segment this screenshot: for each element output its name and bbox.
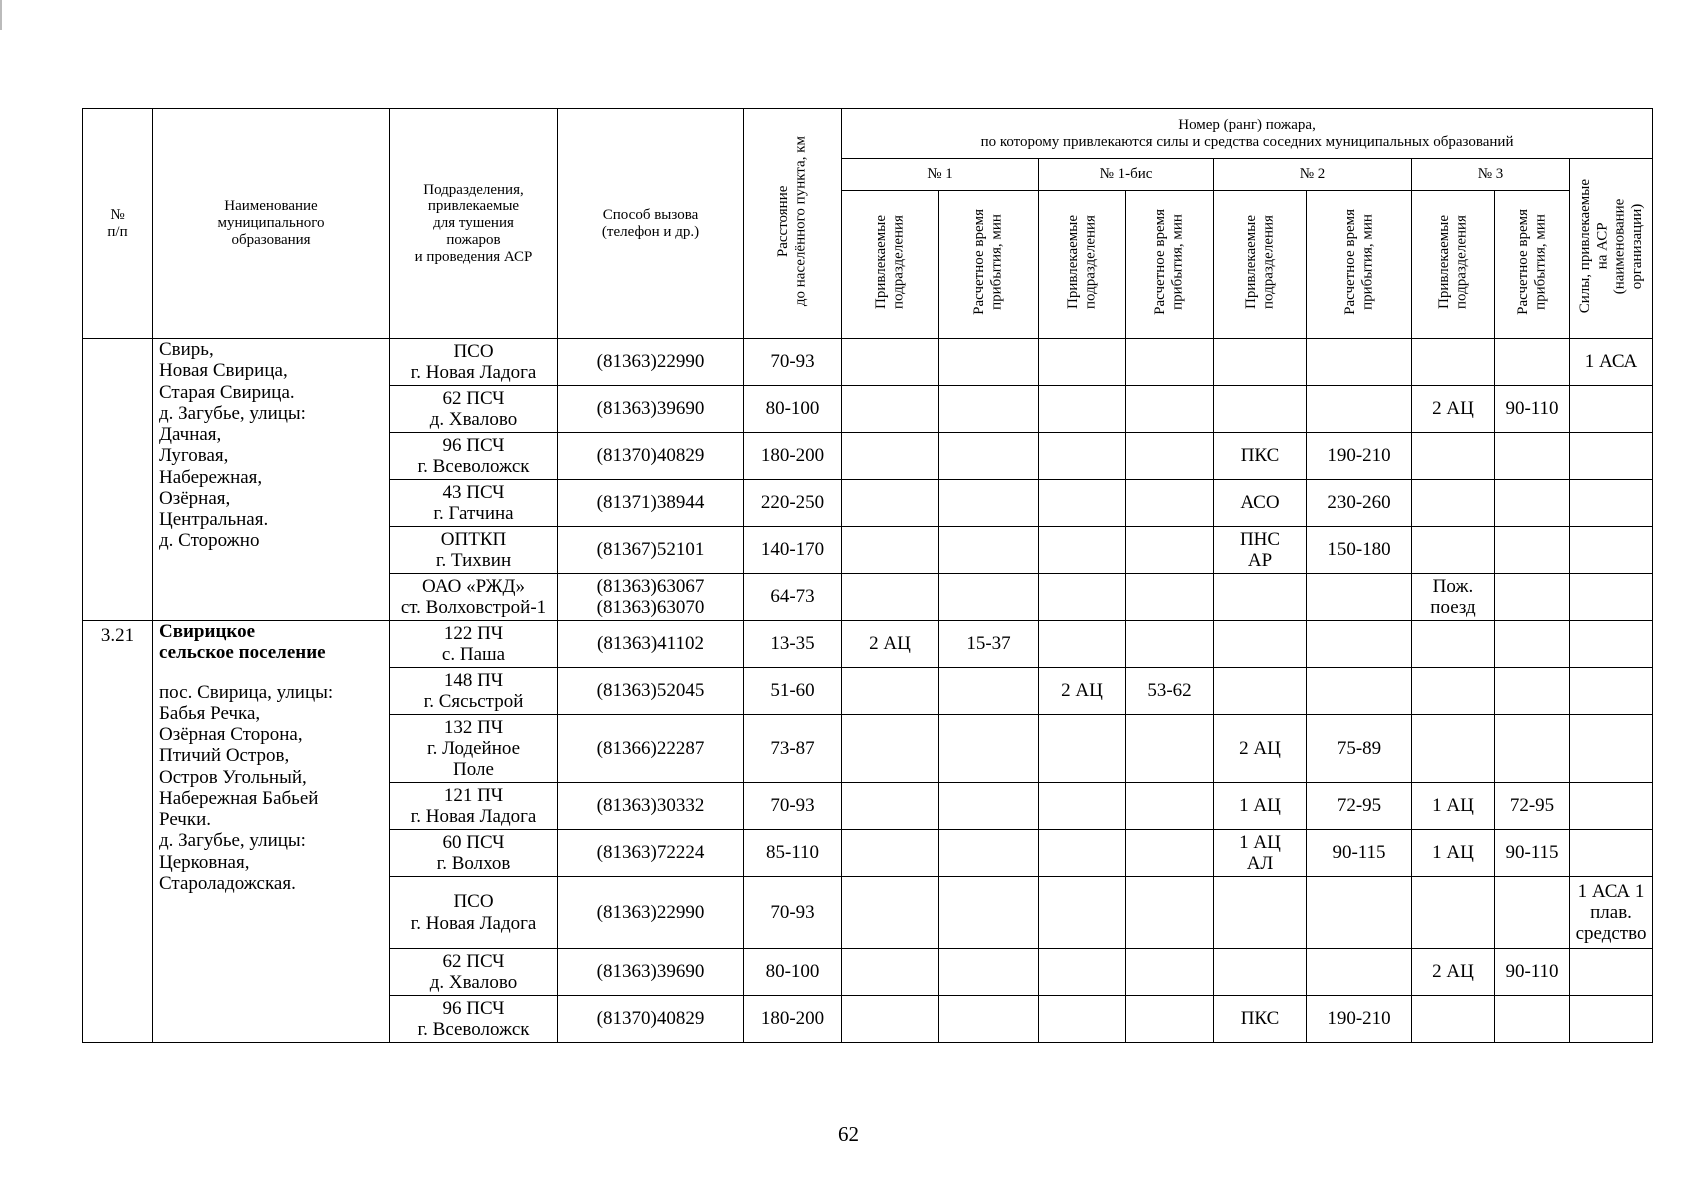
header-r1-time-text: Расчетное время прибытия, мин: [971, 209, 1005, 316]
rank3-units-cell: [1412, 621, 1495, 668]
rank1bis-time-cell: [1126, 480, 1214, 527]
phone-cell: (81363)52045: [558, 668, 744, 715]
rank3-units-cell: 2 АЦ: [1412, 386, 1495, 433]
rank1-time-cell: [939, 996, 1039, 1043]
rank3-units-cell: [1412, 877, 1495, 949]
rank3-units-cell: [1412, 668, 1495, 715]
unit-cell: 96 ПСЧ г. Всеволожск: [390, 433, 558, 480]
rank2-units-cell: [1214, 574, 1307, 621]
rank1bis-time-cell: [1126, 574, 1214, 621]
distance-cell: 80-100: [744, 386, 842, 433]
header-asr: [1570, 159, 1653, 339]
rank2-units-cell: 1 АЦ АЛ: [1214, 830, 1307, 877]
header-municipality: Наименование муниципального образования: [153, 109, 390, 339]
rank3-time-cell: [1495, 574, 1570, 621]
distance-cell: 13-35: [744, 621, 842, 668]
rank3-time-cell: [1495, 996, 1570, 1043]
table-row: [83, 339, 1653, 386]
table-row: [83, 621, 1653, 668]
unit-cell: 62 ПСЧ д. Хвалово: [390, 386, 558, 433]
rank1-time-cell: [939, 527, 1039, 574]
rank3-units-cell: 1 АЦ: [1412, 783, 1495, 830]
rank1bis-units-cell: [1039, 783, 1126, 830]
rank2-time-cell: [1307, 877, 1412, 949]
unit-cell: ПСО г. Новая Ладога: [390, 877, 558, 949]
distance-cell: 70-93: [744, 339, 842, 386]
page-number: 62: [838, 1122, 859, 1146]
rank2-units-cell: [1214, 386, 1307, 433]
unit-cell: ОПТКП г. Тихвин: [390, 527, 558, 574]
rank3-time-cell: [1495, 877, 1570, 949]
rank1-units-cell: [842, 830, 939, 877]
header-r2-time: [1307, 191, 1412, 339]
rank1bis-units-cell: [1039, 877, 1126, 949]
phone-cell: (81363)41102: [558, 621, 744, 668]
rank1bis-units-cell: 2 АЦ: [1039, 668, 1126, 715]
unit-cell: 121 ПЧ г. Новая Ладога: [390, 783, 558, 830]
rank1-time-cell: [939, 715, 1039, 783]
header-distance: [744, 109, 842, 339]
table-body: [83, 339, 1653, 1043]
rank3-units-cell: [1412, 715, 1495, 783]
header-rank-3: № 3: [1412, 159, 1570, 191]
asr-cell: [1570, 668, 1653, 715]
asr-cell: [1570, 949, 1653, 996]
rank3-units-cell: [1412, 996, 1495, 1043]
rank1bis-units-cell: [1039, 433, 1126, 480]
distance-cell: 73-87: [744, 715, 842, 783]
rank1bis-units-cell: [1039, 996, 1126, 1043]
header-r3-time: [1495, 191, 1570, 339]
rank3-time-cell: [1495, 339, 1570, 386]
rank3-time-cell: [1495, 621, 1570, 668]
rank3-time-cell: [1495, 715, 1570, 783]
unit-cell: 62 ПСЧ д. Хвалово: [390, 949, 558, 996]
scan-edge-mark: [0, 0, 2, 30]
rank1bis-time-cell: [1126, 527, 1214, 574]
distance-cell: 51-60: [744, 668, 842, 715]
rank1bis-time-cell: [1126, 783, 1214, 830]
rank2-units-cell: [1214, 877, 1307, 949]
rank1bis-time-cell: [1126, 996, 1214, 1043]
rank1bis-units-cell: [1039, 949, 1126, 996]
rank3-time-cell: [1495, 527, 1570, 574]
table-header: [83, 109, 1653, 339]
asr-cell: 1 АСА: [1570, 339, 1653, 386]
distance-cell: 85-110: [744, 830, 842, 877]
rank3-time-cell: [1495, 480, 1570, 527]
rank2-time-cell: 150-180: [1307, 527, 1412, 574]
header-r1-units-text: Привлекаемые подразделения: [872, 215, 906, 310]
rank3-units-cell: [1412, 480, 1495, 527]
asr-cell: [1570, 621, 1653, 668]
rank3-time-cell: [1495, 668, 1570, 715]
distance-cell: 220-250: [744, 480, 842, 527]
phone-cell: (81371)38944: [558, 480, 744, 527]
header-r1b-units: [1039, 191, 1126, 339]
rank1bis-units-cell: [1039, 574, 1126, 621]
asr-cell: [1570, 783, 1653, 830]
header-r1-time: [939, 191, 1039, 339]
asr-cell: [1570, 480, 1653, 527]
unit-cell: 43 ПСЧ г. Гатчина: [390, 480, 558, 527]
phone-cell: (81363)22990: [558, 877, 744, 949]
rank3-units-cell: [1412, 339, 1495, 386]
unit-cell: 96 ПСЧ г. Всеволожск: [390, 996, 558, 1043]
rank1bis-time-cell: [1126, 877, 1214, 949]
rank1-time-cell: [939, 339, 1039, 386]
rank1bis-units-cell: [1039, 830, 1126, 877]
unit-cell: 148 ПЧ г. Сясьстрой: [390, 668, 558, 715]
rank3-units-cell: [1412, 433, 1495, 480]
header-rank-title: Номер (ранг) пожара, по которому привлекаются силы и средства соседних муниципальных образований: [842, 109, 1653, 159]
header-r3-units: [1412, 191, 1495, 339]
municipality-cell: [153, 621, 390, 1043]
header-r2-units: [1214, 191, 1307, 339]
unit-cell: 60 ПСЧ г. Волхов: [390, 830, 558, 877]
header-asr-text: Силы, привлекаемые на АСР (наименование организации): [1576, 178, 1645, 314]
rank1-units-cell: [842, 783, 939, 830]
rank2-units-cell: [1214, 621, 1307, 668]
rank3-units-cell: [1412, 527, 1495, 574]
header-units: Подразделения, привлекаемые для тушения пожаров и проведения АСР: [390, 109, 558, 339]
rank1-units-cell: [842, 480, 939, 527]
rank2-time-cell: 190-210: [1307, 996, 1412, 1043]
phone-cell: (81363)72224: [558, 830, 744, 877]
rank2-time-cell: 75-89: [1307, 715, 1412, 783]
rank1bis-units-cell: [1039, 480, 1126, 527]
header-rank-1: № 1: [842, 159, 1039, 191]
rank1-time-cell: [939, 668, 1039, 715]
rank2-time-cell: [1307, 949, 1412, 996]
asr-cell: 1 АСА 1 плав. средство: [1570, 877, 1653, 949]
rank1bis-time-cell: [1126, 715, 1214, 783]
header-distance-text: Расстояние до населённого пункта, км: [775, 136, 809, 307]
municipality-cell: [153, 339, 390, 621]
rank1-units-cell: 2 АЦ: [842, 621, 939, 668]
header-r2-time-text: Расчетное время прибытия, мин: [1341, 209, 1375, 316]
rank2-units-cell: [1214, 668, 1307, 715]
header-r3-time-text: Расчетное время прибытия, мин: [1514, 209, 1548, 316]
rank2-units-cell: ПКС: [1214, 433, 1307, 480]
settlement-list: пос. Свирица, улицы: Бабья Речка, Озёрная Сторона, Птичий Остров, Остров Угольный, Набережная Бабьей Речки. д. Загубье, улицы: Церковная, Староладожская.: [159, 681, 334, 894]
rank1-units-cell: [842, 715, 939, 783]
rank3-time-cell: [1495, 433, 1570, 480]
rank1bis-time-cell: 53-62: [1126, 668, 1214, 715]
unit-cell: 122 ПЧ с. Паша: [390, 621, 558, 668]
phone-cell: (81366)22287: [558, 715, 744, 783]
rank2-time-cell: [1307, 621, 1412, 668]
rank2-time-cell: 190-210: [1307, 433, 1412, 480]
rank1-time-cell: [939, 830, 1039, 877]
header-r2-units-text: Привлекаемые подразделения: [1242, 215, 1276, 310]
header-rank-2: № 2: [1214, 159, 1412, 191]
row-number: [83, 339, 153, 621]
distance-cell: 80-100: [744, 949, 842, 996]
rank1bis-units-cell: [1039, 386, 1126, 433]
rank1-units-cell: [842, 877, 939, 949]
rank2-units-cell: 2 АЦ: [1214, 715, 1307, 783]
rank1-time-cell: [939, 574, 1039, 621]
rank1-time-cell: [939, 386, 1039, 433]
rank2-units-cell: ПНС АР: [1214, 527, 1307, 574]
rank2-time-cell: [1307, 386, 1412, 433]
phone-cell: (81363)39690: [558, 949, 744, 996]
rank2-units-cell: ПКС: [1214, 996, 1307, 1043]
rank1-time-cell: [939, 433, 1039, 480]
phone-cell: (81363)22990: [558, 339, 744, 386]
distance-cell: 140-170: [744, 527, 842, 574]
rank3-time-cell: 90-110: [1495, 949, 1570, 996]
unit-cell: ПСО г. Новая Ладога: [390, 339, 558, 386]
rank1bis-units-cell: [1039, 527, 1126, 574]
asr-cell: [1570, 527, 1653, 574]
rank1bis-units-cell: [1039, 339, 1126, 386]
rank1-units-cell: [842, 668, 939, 715]
asr-cell: [1570, 433, 1653, 480]
phone-cell: (81370)40829: [558, 996, 744, 1043]
header-r1b-units-text: Привлекаемые подразделения: [1064, 215, 1098, 310]
unit-cell: ОАО «РЖД» ст. Волховстрой-1: [390, 574, 558, 621]
rank2-time-cell: [1307, 668, 1412, 715]
phone-cell: (81363)30332: [558, 783, 744, 830]
header-r1b-time-text: Расчетное время прибытия, мин: [1152, 209, 1186, 316]
rank1-time-cell: 15-37: [939, 621, 1039, 668]
rank1-units-cell: [842, 527, 939, 574]
rank1bis-time-cell: [1126, 386, 1214, 433]
distance-cell: 180-200: [744, 433, 842, 480]
rank1-time-cell: [939, 949, 1039, 996]
rank3-units-cell: 1 АЦ: [1412, 830, 1495, 877]
header-number: № п/п: [83, 109, 153, 339]
rank3-units-cell: Пож. поезд: [1412, 574, 1495, 621]
header-r3-units-text: Привлекаемые подразделения: [1435, 215, 1469, 310]
phone-cell: (81367)52101: [558, 527, 744, 574]
distance-cell: 70-93: [744, 783, 842, 830]
asr-cell: [1570, 386, 1653, 433]
rank1bis-units-cell: [1039, 715, 1126, 783]
asr-cell: [1570, 715, 1653, 783]
header-r1b-time: [1126, 191, 1214, 339]
distance-cell: 70-93: [744, 877, 842, 949]
rank1-units-cell: [842, 433, 939, 480]
asr-cell: [1570, 574, 1653, 621]
rank1-units-cell: [842, 574, 939, 621]
municipality-title: Свирицкое сельское поселение: [159, 621, 326, 664]
rank1-units-cell: [842, 996, 939, 1043]
rank1bis-time-cell: [1126, 621, 1214, 668]
row-number: 3.21: [83, 621, 153, 1043]
rank1bis-time-cell: [1126, 830, 1214, 877]
rank3-units-cell: 2 АЦ: [1412, 949, 1495, 996]
rank3-time-cell: 90-110: [1495, 386, 1570, 433]
settlement-list: Свирь, Новая Свирица, Старая Свирица. д. Загубье, улицы: Дачная, Луговая, Набережная, Озёрная, Центральная. д. Сторожно: [159, 339, 306, 552]
phone-cell: (81370)40829: [558, 433, 744, 480]
rank2-time-cell: 90-115: [1307, 830, 1412, 877]
rank1-time-cell: [939, 783, 1039, 830]
asr-cell: [1570, 996, 1653, 1043]
distance-cell: 64-73: [744, 574, 842, 621]
rank2-time-cell: 230-260: [1307, 480, 1412, 527]
rank1-units-cell: [842, 386, 939, 433]
rank1-units-cell: [842, 339, 939, 386]
rank2-time-cell: [1307, 339, 1412, 386]
rank1-time-cell: [939, 877, 1039, 949]
rank2-units-cell: АСО: [1214, 480, 1307, 527]
asr-cell: [1570, 830, 1653, 877]
rank2-time-cell: 72-95: [1307, 783, 1412, 830]
phone-cell: (81363)39690: [558, 386, 744, 433]
rank1-units-cell: [842, 949, 939, 996]
rank1bis-time-cell: [1126, 433, 1214, 480]
rank1-time-cell: [939, 480, 1039, 527]
unit-cell: 132 ПЧ г. Лодейное Поле: [390, 715, 558, 783]
header-rank-1bis: № 1-бис: [1039, 159, 1214, 191]
rank3-time-cell: 90-115: [1495, 830, 1570, 877]
rank2-units-cell: [1214, 339, 1307, 386]
rank1bis-time-cell: [1126, 949, 1214, 996]
rank3-time-cell: 72-95: [1495, 783, 1570, 830]
rank2-time-cell: [1307, 574, 1412, 621]
phone-cell: (81363)63067 (81363)63070: [558, 574, 744, 621]
rank1bis-time-cell: [1126, 339, 1214, 386]
header-call-method: Способ вызова (телефон и др.): [558, 109, 744, 339]
fire-forces-table: [82, 108, 1653, 1043]
rank2-units-cell: [1214, 949, 1307, 996]
distance-cell: 180-200: [744, 996, 842, 1043]
rank2-units-cell: 1 АЦ: [1214, 783, 1307, 830]
rank1bis-units-cell: [1039, 621, 1126, 668]
header-r1-units: [842, 191, 939, 339]
